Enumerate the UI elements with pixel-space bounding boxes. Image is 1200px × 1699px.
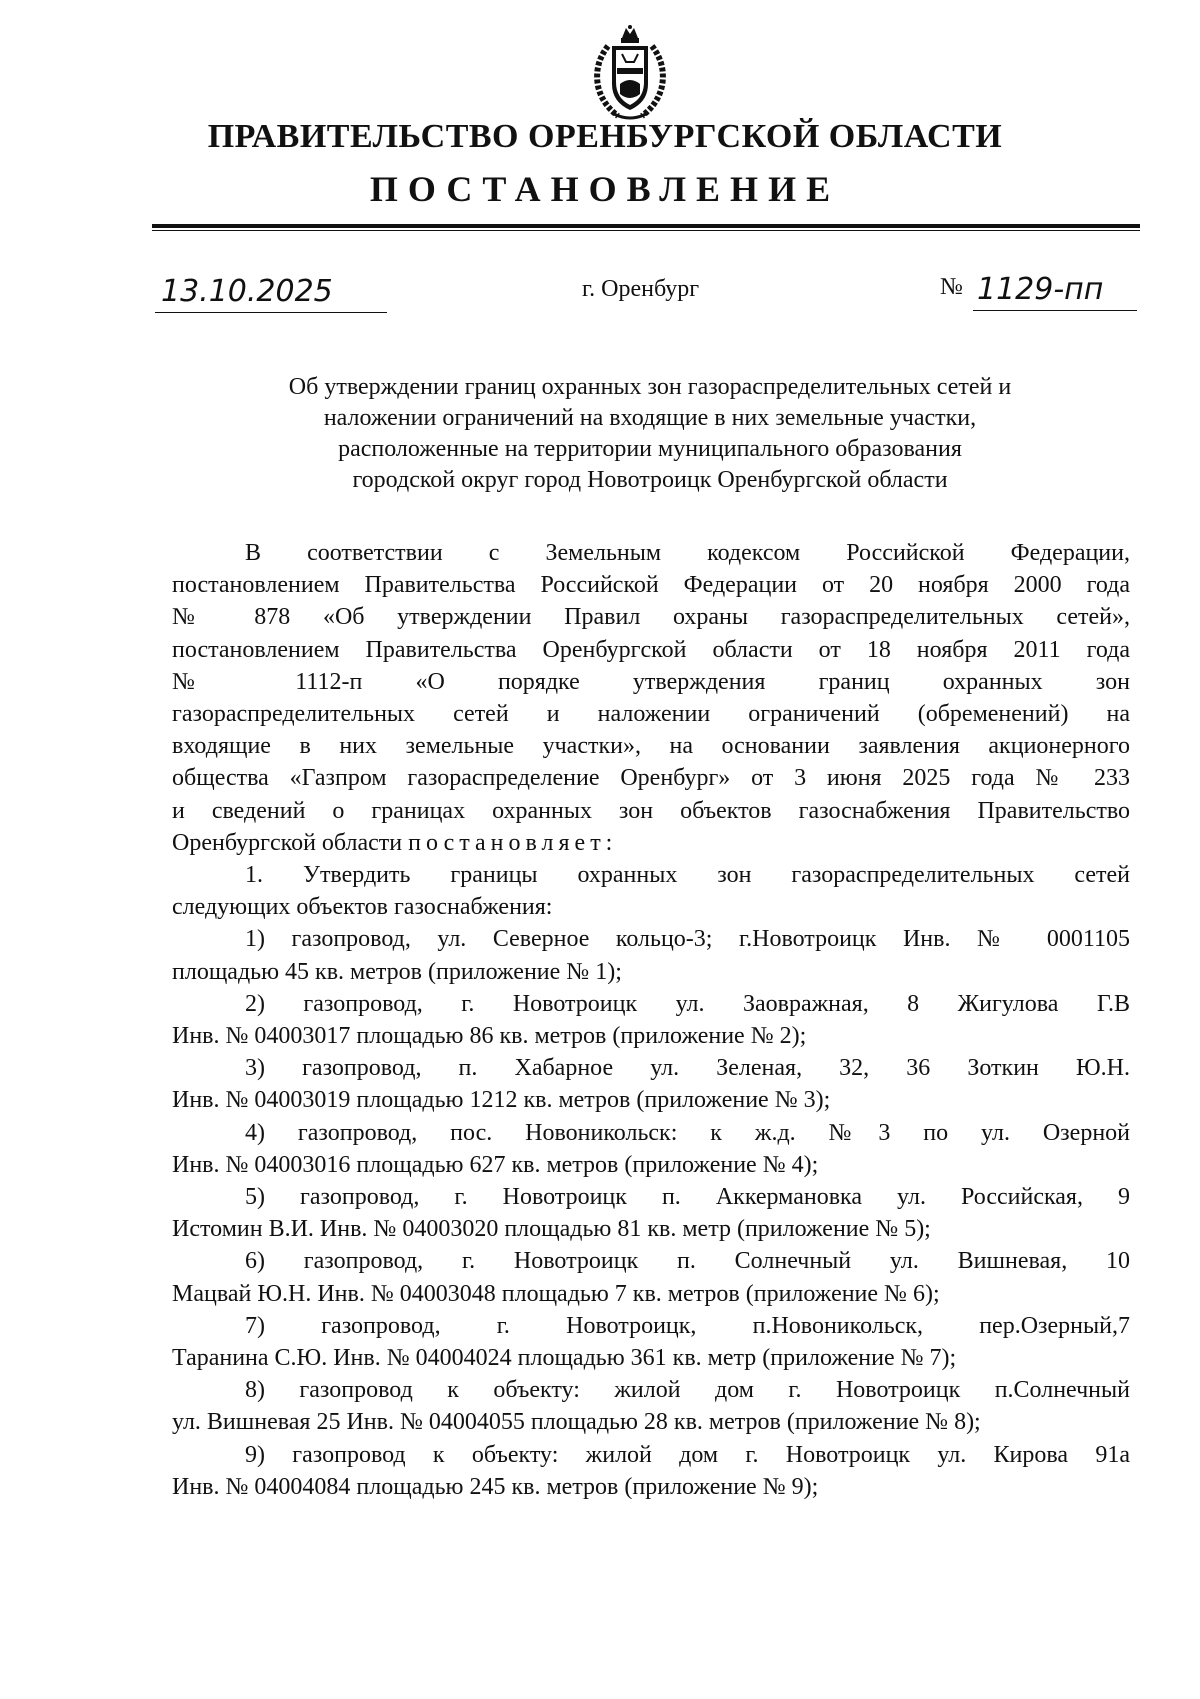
preamble-last-prefix: Оренбургской области	[172, 829, 409, 856]
preamble-line: постановлением Правительства Российской Федерации от 20 ноября 2000 года	[172, 572, 1130, 599]
list-item-line: 8) газопровод к объекту: жилой дом г. Новотроицк п.Солнечный	[245, 1377, 1130, 1404]
oblast-coat-of-arms-icon	[588, 24, 672, 122]
document-date-field	[155, 268, 387, 313]
preamble-line: В соответствии с Земельным кодексом Российской Федерации,	[245, 540, 1130, 566]
list-item-line: Мацвай Ю.Н. Инв. № 04003048 площадью 7 кв. метров (приложение № 6);	[172, 1280, 940, 1307]
list-item-line: Инв. № 04003016 площадью 627 кв. метров (приложение № 4);	[172, 1151, 819, 1178]
number-sign: №	[940, 274, 963, 300]
document-number: 1129-пп	[977, 272, 1104, 307]
document-type-title: ПОСТАНОВЛЕНИЕ	[369, 169, 841, 209]
point-1-line: 1. Утвердить границы охранных зон газораспределительных сетей	[245, 862, 1130, 889]
subject-line: наложении ограничений на входящие в них земельные участки,	[323, 405, 977, 431]
preamble-line: № 878 «Об утверждении Правил охраны газораспределительных сетей»,	[172, 604, 1130, 631]
list-item-line: ул. Вишневая 25 Инв. № 04004055 площадью 28 кв. метров (приложение № 8);	[172, 1409, 981, 1436]
header-divider-thick	[152, 224, 1140, 228]
document-subject	[180, 372, 1120, 496]
list-item-line: 3) газопровод, п. Хабарное ул. Зеленая, 32, 36 Зоткин Ю.Н.	[245, 1055, 1130, 1082]
list-item-line: Истомин В.И. Инв. № 04003020 площадью 81 кв. метр (приложение № 5);	[172, 1216, 931, 1243]
preamble-line: постановлением Правительства Оренбургской области от 18 ноября 2011 года	[172, 636, 1130, 663]
point-1-line: следующих объектов газоснабжения:	[172, 894, 553, 921]
document-number-field	[973, 266, 1137, 311]
subject-line: расположенные на территории муниципального образования	[338, 436, 962, 462]
preamble-line: и сведений о границах охранных зон объектов газоснабжения Правительство	[172, 797, 1130, 824]
preamble-line: № 1112-п «О порядке утверждения границ охранных зон	[172, 668, 1130, 695]
decree-word: постановляет:	[408, 829, 618, 856]
organization-title: ПРАВИТЕЛЬСТВО ОРЕНБУРГСКОЙ ОБЛАСТИ	[207, 118, 1003, 155]
list-item-line: Инв. № 04003019 площадью 1212 кв. метров (приложение № 3);	[172, 1087, 831, 1114]
document-body	[172, 537, 1130, 1503]
list-item-line: Таранина С.Ю. Инв. № 04004024 площадью 361 кв. метр (приложение № 7);	[172, 1345, 957, 1372]
preamble-line: общества «Газпром газораспределение Оренбург» от 3 июня 2025 года № 233	[172, 765, 1130, 792]
list-item-line: 2) газопровод, г. Новотроицк ул. Заовражная, 8 Жигулова Г.В	[245, 990, 1130, 1017]
list-item-line: 9) газопровод к объекту: жилой дом г. Новотроицк ул. Кирова 91а	[245, 1441, 1130, 1468]
preamble-line: входящие в них земельные участки», на основании заявления акционерного	[172, 733, 1130, 760]
preamble-line: газораспределительных сетей и наложении ограничений (обременений) на	[172, 701, 1130, 728]
list-item-line: 4) газопровод, пос. Новоникольск: к ж.д. №3 по ул. Озерной	[245, 1119, 1130, 1146]
list-item-line: 5) газопровод, г. Новотроицк п. Аккермановка ул. Российская, 9	[245, 1184, 1130, 1211]
issue-city: г. Оренбург	[582, 276, 700, 302]
list-item-line: 1) газопровод, ул. Северное кольцо-3; г.Новотроицк Инв. № 0001105	[245, 926, 1130, 953]
document-date: 13.10.2025	[161, 274, 333, 309]
list-item-line: Инв. № 04003017 площадью 86 кв. метров (приложение № 2);	[172, 1023, 807, 1050]
subject-line: городской округ город Новотроицк Оренбургской области	[352, 467, 948, 493]
header-divider-thin	[152, 230, 1140, 231]
list-item-line: площадью 45 кв. метров (приложение № 1);	[172, 958, 622, 985]
list-item-line: 6) газопровод, г. Новотроицк п. Солнечный ул. Вишневая, 10	[245, 1248, 1130, 1275]
preamble-last-line	[172, 827, 1130, 859]
list-item-line: Инв. № 04004084 площадью 245 кв. метров (приложение № 9);	[172, 1473, 819, 1500]
list-item-line: 7) газопровод, г. Новотроицк, п.Новоникольск, пер.Озерный,7	[245, 1312, 1130, 1339]
subject-line: Об утверждении границ охранных зон газораспределительных сетей и	[288, 374, 1012, 400]
